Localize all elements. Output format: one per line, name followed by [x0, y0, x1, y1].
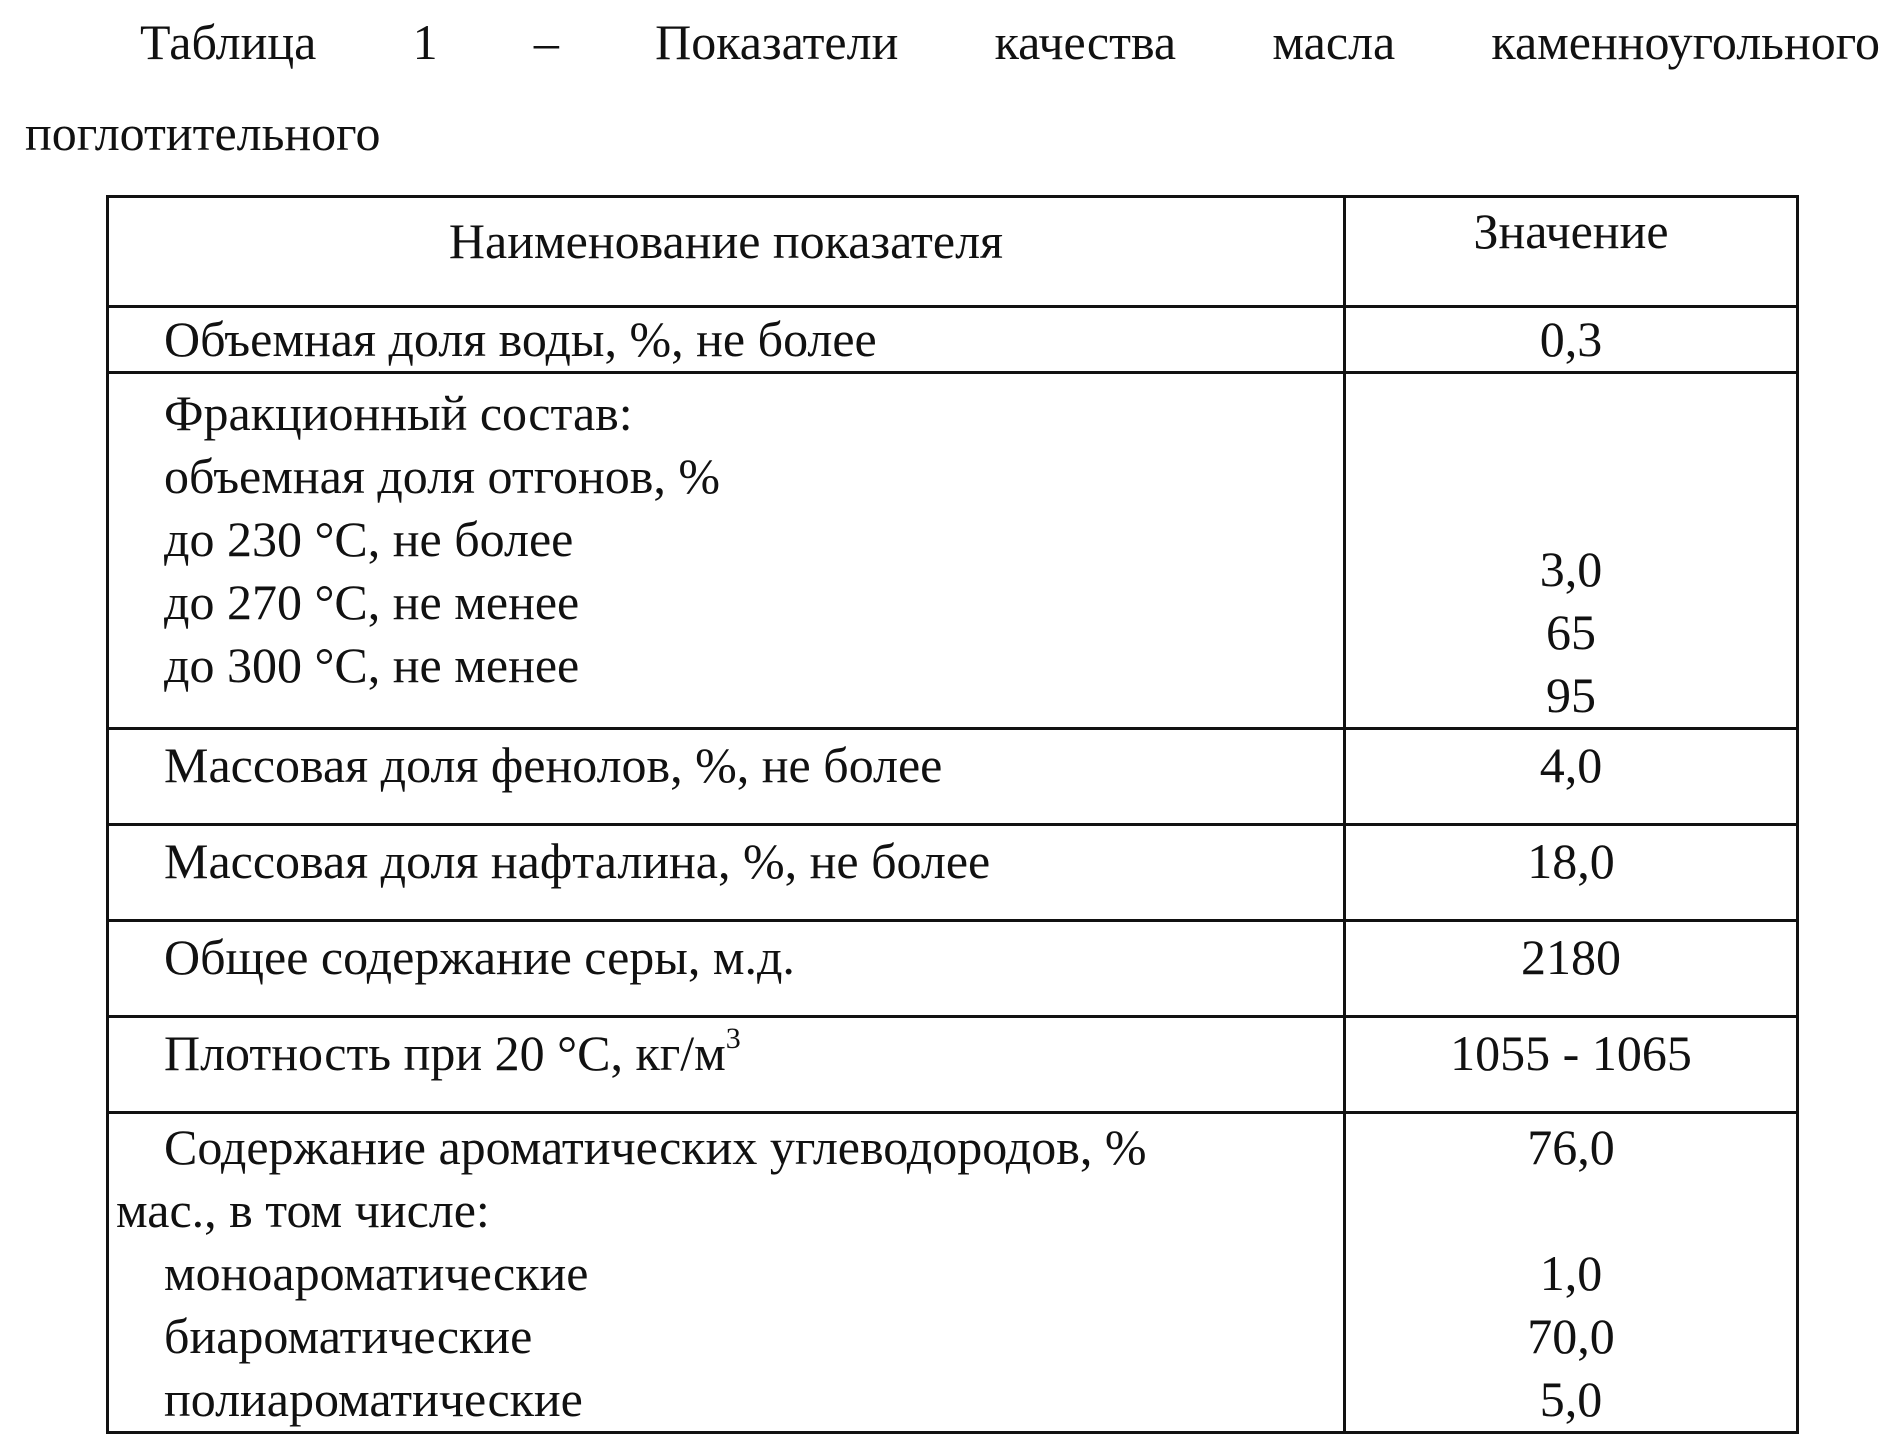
parameter-name-line: Фракционный состав:	[109, 382, 1343, 445]
blank-spacer	[1346, 1179, 1796, 1242]
caption-word: 1	[413, 12, 438, 72]
table-row-aromatics	[108, 1113, 1798, 1433]
density-label: Плотность при 20 °С, кг/м	[164, 1025, 726, 1081]
parameter-name-cell	[108, 921, 1345, 1017]
parameter-value: 70,0	[1346, 1305, 1796, 1368]
parameter-name-cell	[108, 729, 1345, 825]
header-value: Значение	[1345, 197, 1798, 307]
table-row-water	[108, 307, 1798, 373]
parameter-value-cell	[1345, 921, 1798, 1017]
parameter-name-cell	[108, 373, 1345, 729]
parameter-value: 3,0	[1346, 538, 1796, 601]
parameter-value-cell	[1345, 1113, 1798, 1433]
parameter-name-line: до 230 °С, не более	[109, 508, 1343, 571]
parameter-name-line: объемная доля отгонов, %	[109, 445, 1343, 508]
table-row-naphthalene	[108, 825, 1798, 921]
parameter-value-cell	[1345, 729, 1798, 825]
parameter-name: Объемная доля воды, %, не более	[109, 308, 1343, 371]
parameter-name-line: моноароматические	[109, 1242, 1343, 1305]
parameter-value: 65	[1346, 601, 1796, 664]
caption-word: масла	[1272, 12, 1395, 72]
parameter-value: 5,0	[1346, 1368, 1796, 1431]
parameter-value-cell	[1345, 307, 1798, 373]
parameter-name-cell	[108, 825, 1345, 921]
table-header-row	[108, 197, 1798, 307]
parameter-value: 4,0	[1346, 734, 1796, 797]
parameter-name-line: полиароматические	[109, 1368, 1343, 1431]
parameter-name-cell	[108, 307, 1345, 373]
parameter-value: 95	[1346, 664, 1796, 727]
parameter-value-cell	[1345, 825, 1798, 921]
header-parameter-name: Наименование показателя	[108, 197, 1345, 307]
caption-word: качества	[995, 12, 1177, 72]
parameter-name-cell	[108, 1017, 1345, 1113]
parameter-value-cell	[1345, 1017, 1798, 1113]
table-caption-line-2: поглотительного	[25, 103, 1880, 163]
parameter-name	[109, 1022, 1343, 1085]
caption-word: Таблица	[140, 12, 316, 72]
table-row-fraction	[108, 373, 1798, 729]
parameter-name-line: Содержание ароматических углеводородов, %	[109, 1116, 1343, 1179]
parameter-name-line: биароматические	[109, 1305, 1343, 1368]
cubic-superscript: 3	[726, 1022, 741, 1055]
parameter-value: 0,3	[1346, 308, 1796, 371]
parameter-name-line: мас., в том числе:	[109, 1179, 1343, 1242]
parameter-name-cell	[108, 1113, 1345, 1433]
table-row-density	[108, 1017, 1798, 1113]
parameter-name-line: до 300 °С, не менее	[109, 634, 1343, 697]
parameter-name-line: до 270 °С, не менее	[109, 571, 1343, 634]
table-caption-line-1	[140, 12, 1880, 72]
parameter-name: Общее содержание серы, м.д.	[109, 926, 1343, 989]
parameter-name: Массовая доля нафталина, %, не более	[109, 830, 1343, 893]
quality-parameters-table	[106, 195, 1799, 1434]
parameter-value: 18,0	[1346, 830, 1796, 893]
parameter-value: 1055 - 1065	[1346, 1022, 1796, 1085]
caption-word: –	[534, 12, 559, 72]
parameter-value-cell	[1345, 373, 1798, 729]
parameter-value: 1,0	[1346, 1242, 1796, 1305]
table-row-sulfur	[108, 921, 1798, 1017]
table-row-phenols	[108, 729, 1798, 825]
parameter-name: Массовая доля фенолов, %, не более	[109, 734, 1343, 797]
parameter-value: 76,0	[1346, 1116, 1796, 1179]
caption-word: каменноугольного	[1491, 12, 1880, 72]
caption-word: Показатели	[655, 12, 898, 72]
parameter-value: 2180	[1346, 926, 1796, 989]
